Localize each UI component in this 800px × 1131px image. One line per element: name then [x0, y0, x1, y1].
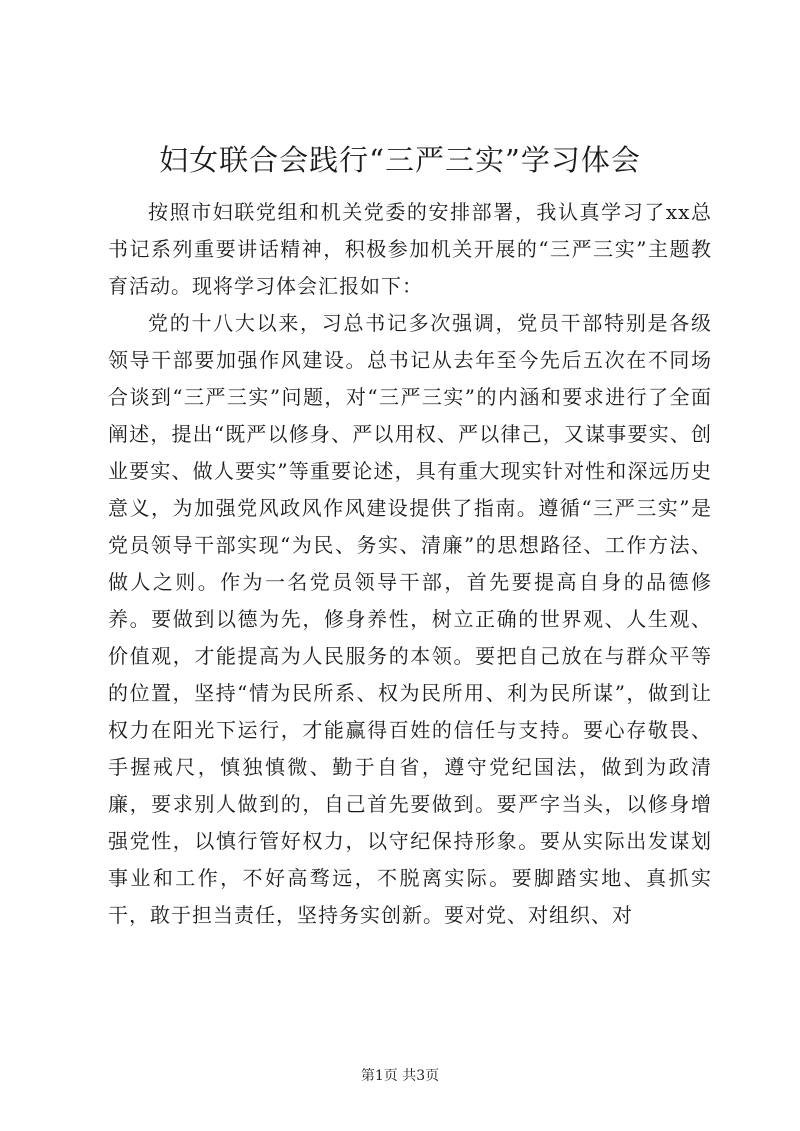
document-title: 妇女联合会践行“三严三实”学习体会 — [159, 143, 641, 177]
paragraph-body: 党的十八大以来，习总书记多次强调，党员干部特别是各级领导干部要加强作风建设。总书记从去年至今先后五次在不同场合谈到“三严三实”问题，对“三严三实”的内涵和要求进行了全面阐述，提出“既严以修身、严以用权、严以律己，又谋事要实、创业要实、做人要实”等重要论述，具有重大现实针对性和深远历史意义，为加强党风政风作风建设提供了指南。遵循“三严三实”是党员领导干部实现“为民、务实、清廉”的思想路径、工作方法、做人之则。作为一名党员领导干部，首先要提高自身的品德修养。要做到以德为先，修身养性，树立正确的世界观、人生观、价值观，才能提高为人民服务的本领。要把自己放在与群众平等的位置，坚持“情为民所系、权为民所用、利为民所谋”，做到让权力在阳光下运行，才能赢得百姓的信任与支持。要心存敬畏、手握戒尺，慎独慎微、勤于自省，遵守党纪国法，做到为政清廉，要求别人做到的，自己首先要做到。要严字当头，以修身增强党性，以慎行管好权力，以守纪保持形象。要从实际出发谋划事业和工作，不好高骛远，不脱离实际。要脚踏实地、真抓实干，敢于担当责任，坚持务实创新。要对党、对组织、对 — [108, 311, 712, 927]
paragraph-intro: 按照市妇联党组和机关党委的安排部署，我认真学习了xx总书记系列重要讲话精神，积极参加机关开展的“三严三实”主题教育活动。现将学习体会汇报如下： — [108, 200, 712, 298]
page-footer: 第1页 共3页 — [360, 1068, 440, 1084]
